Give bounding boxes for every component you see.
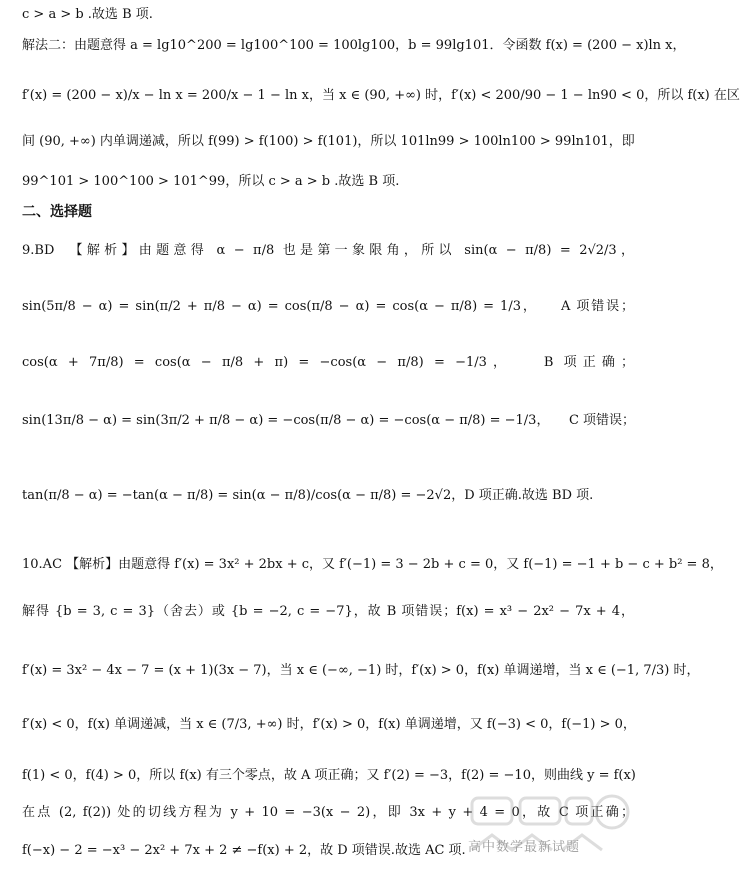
text-line-q10-decreasing: f′(x) < 0，f(x) 单调递减，当 x ∈ (7/3, +∞) 时，f′(x) > 0，f(x) 单调递增，又 f(−3) < 0，f(−1) > 0， [22,717,636,732]
text-line-q9-c: sin(13π/8 − α) = sin(3π/2 + π/8 − α) = −cos(π/8 − α) = −cos(α − π/8) = −1/3， C 项错误； [22,413,636,428]
section-heading-choice: 二、选择题 [22,204,92,220]
text-line-q10-zeros: f(1) < 0，f(4) > 0，所以 f(x) 有三个零点，故 A 项正确；又 f′(2) = −3，f(2) = −10，则曲线 y = f(x) [22,768,636,783]
text-line-q10-tangent: 在点 (2, f(2)) 处的切线方程为 y + 10 = −3(x − 2)，即 3x + y + 4 = 0，故 C 项正确； [22,805,634,820]
text-line-conclusion-1: c > a > b .故选 B 项. [22,7,153,22]
text-line-q9-a: sin(5π/8 − α) = sin(π/2 + π/8 − α) = cos(π/8 − α) = cos(α − π/8) = 1/3， A 项错误； [22,299,634,314]
text-line-q9-d: tan(π/8 − α) = −tan(α − π/8) = sin(α − π/8)/cos(α − π/8) = −2√2，D 项正确.故选 BD 项. [22,488,594,503]
watermark-text: 高中数学最新试题 [468,840,581,855]
text-line-q9-intro: 9.BD 【解析】由题意得 α − π/8 也是第一象限角，所以 sin(α − π/8) = 2√2/3， [22,243,634,258]
text-line-q10-solve: 解得 {b = 3, c = 3}（舍去）或 {b = −2, c = −7}，故 B 项错误；f(x) = x³ − 2x² − 7x + 4， [22,604,634,619]
text-line-q10-derivative: f′(x) = 3x² − 4x − 7 = (x + 1)(3x − 7)，当 x ∈ (−∞, −1) 时，f′(x) > 0，f(x) 单调递增，当 x ∈ (−1, 7/3) 时， [22,663,700,678]
text-line-q10-intro: 10.AC 【解析】由题意得 f′(x) = 3x² + 2bx + c，又 f′(−1) = 3 − 2b + c = 0，又 f(−1) = −1 + b − c + b² = 8， [22,557,723,572]
text-line-conclusion-2: 99^101 > 100^100 > 101^99，所以 c > a > b .故选 B 项. [22,174,400,189]
text-line-method2: 解法二：由题意得 a = lg10^200 = lg100^100 = 100lg100，b = 99lg101．令函数 f(x) = (200 − x)ln x， [22,38,686,53]
text-line-q10-conclusion: f(−x) − 2 = −x³ − 2x² + 7x + 2 ≠ −f(x) + 2，故 D 项错误.故选 AC 项. [22,843,466,858]
text-line-q9-b: cos(α + 7π/8) = cos(α − π/8 + π) = −cos(α − π/8) = −1/3， B 项正确； [22,355,634,370]
text-line-monotonic: 间 (90, +∞) 内单调递减，所以 f(99) > f(100) > f(101)，所以 101ln99 > 100ln100 > 99ln101，即 [22,134,635,149]
text-line-derivative: f′(x) = (200 − x)/x − ln x = 200/x − 1 − ln x，当 x ∈ (90, +∞) 时，f′(x) < 200/90 − 1 − ln90 < 0，所以 f(x) 在区 [22,88,740,103]
